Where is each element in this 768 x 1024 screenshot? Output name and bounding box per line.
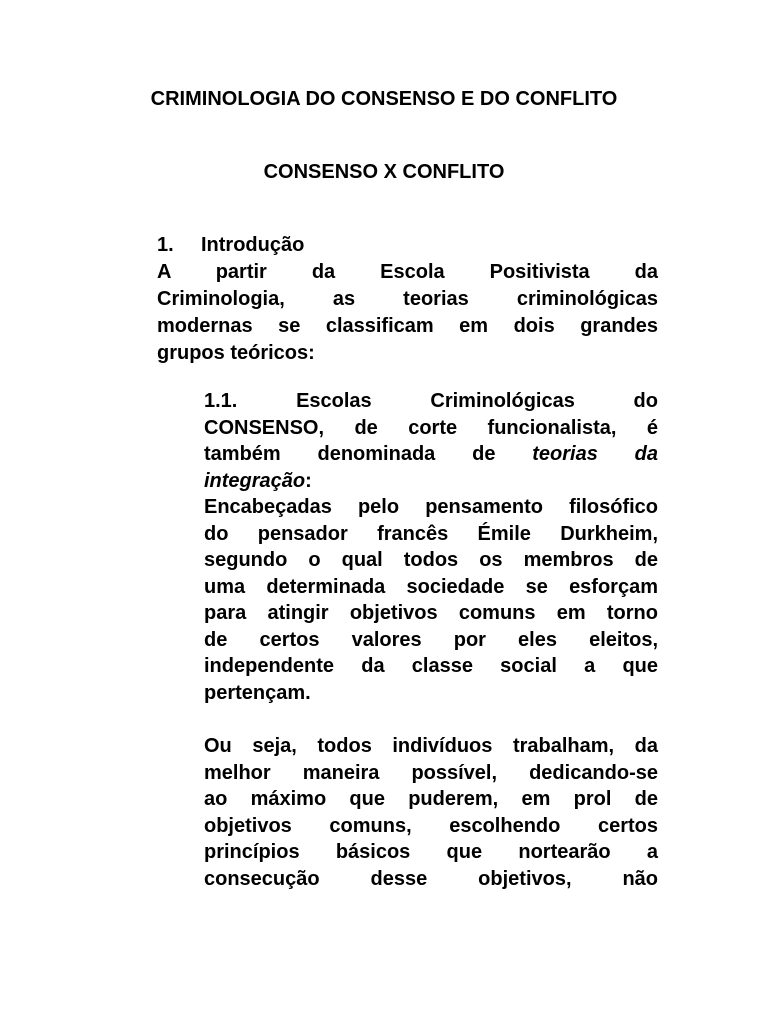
paragraph-line: independente da classe social a que — [204, 655, 658, 677]
paragraph-line: modernas se classificam em dois grandes — [157, 315, 658, 337]
paragraph-line: para atingir objetivos comuns em torno — [204, 602, 658, 624]
paragraph-line: consecução desse objetivos, não — [204, 867, 658, 890]
paragraph-line-mixed — [204, 468, 658, 495]
document-subtitle: CONSENSO X CONFLITO — [263, 161, 505, 183]
document-title: CRIMINOLOGIA DO CONSENSO E DO CONFLITO — [150, 88, 618, 110]
paragraph-line: CONSENSO, de corte funcionalista, é — [204, 416, 658, 439]
subsection-heading-line: 1.1. Escolas Criminológicas do — [204, 390, 658, 412]
paragraph-line: Criminologia, as teorias criminológicas — [157, 288, 658, 310]
text-fragment: : — [305, 469, 312, 492]
section-heading-text: Introdução — [201, 234, 305, 256]
paragraph-line: Ou seja, todos indivíduos trabalham, da — [204, 735, 658, 757]
text-fragment: também denominada de — [204, 443, 533, 465]
paragraph-line: de certos valores por eles eleitos, — [204, 628, 658, 651]
paragraph-line: A partir da Escola Positivista da — [157, 261, 658, 283]
paragraph-line: objetivos comuns, escolhendo certos — [204, 814, 658, 837]
italic-term: teorias da — [532, 443, 659, 465]
paragraph-line: do pensador francês Émile Durkheim, — [204, 522, 658, 545]
paragraph-line: melhor maneira possível, dedicando-se — [204, 761, 658, 784]
paragraph-line: grupos teóricos: — [157, 342, 315, 364]
paragraph-line-mixed — [204, 441, 658, 468]
section-heading — [157, 232, 658, 259]
paragraph-line: uma determinada sociedade se esforçam — [204, 575, 658, 598]
italic-term: integração — [204, 469, 306, 492]
paragraph-line: ao máximo que puderem, em prol de — [204, 788, 658, 810]
paragraph-line: segundo o qual todos os membros de — [204, 549, 658, 571]
section-introducao — [157, 232, 658, 367]
subsection-escolas-consenso — [204, 388, 658, 706]
section-number: 1. — [157, 234, 174, 256]
paragraph-line: pertençam. — [204, 681, 311, 704]
paragraph-ou-seja — [204, 733, 658, 892]
paragraph-line: Encabeçadas pelo pensamento filosófico — [204, 496, 658, 518]
paragraph-line: princípios básicos que nortearão a — [204, 841, 658, 863]
